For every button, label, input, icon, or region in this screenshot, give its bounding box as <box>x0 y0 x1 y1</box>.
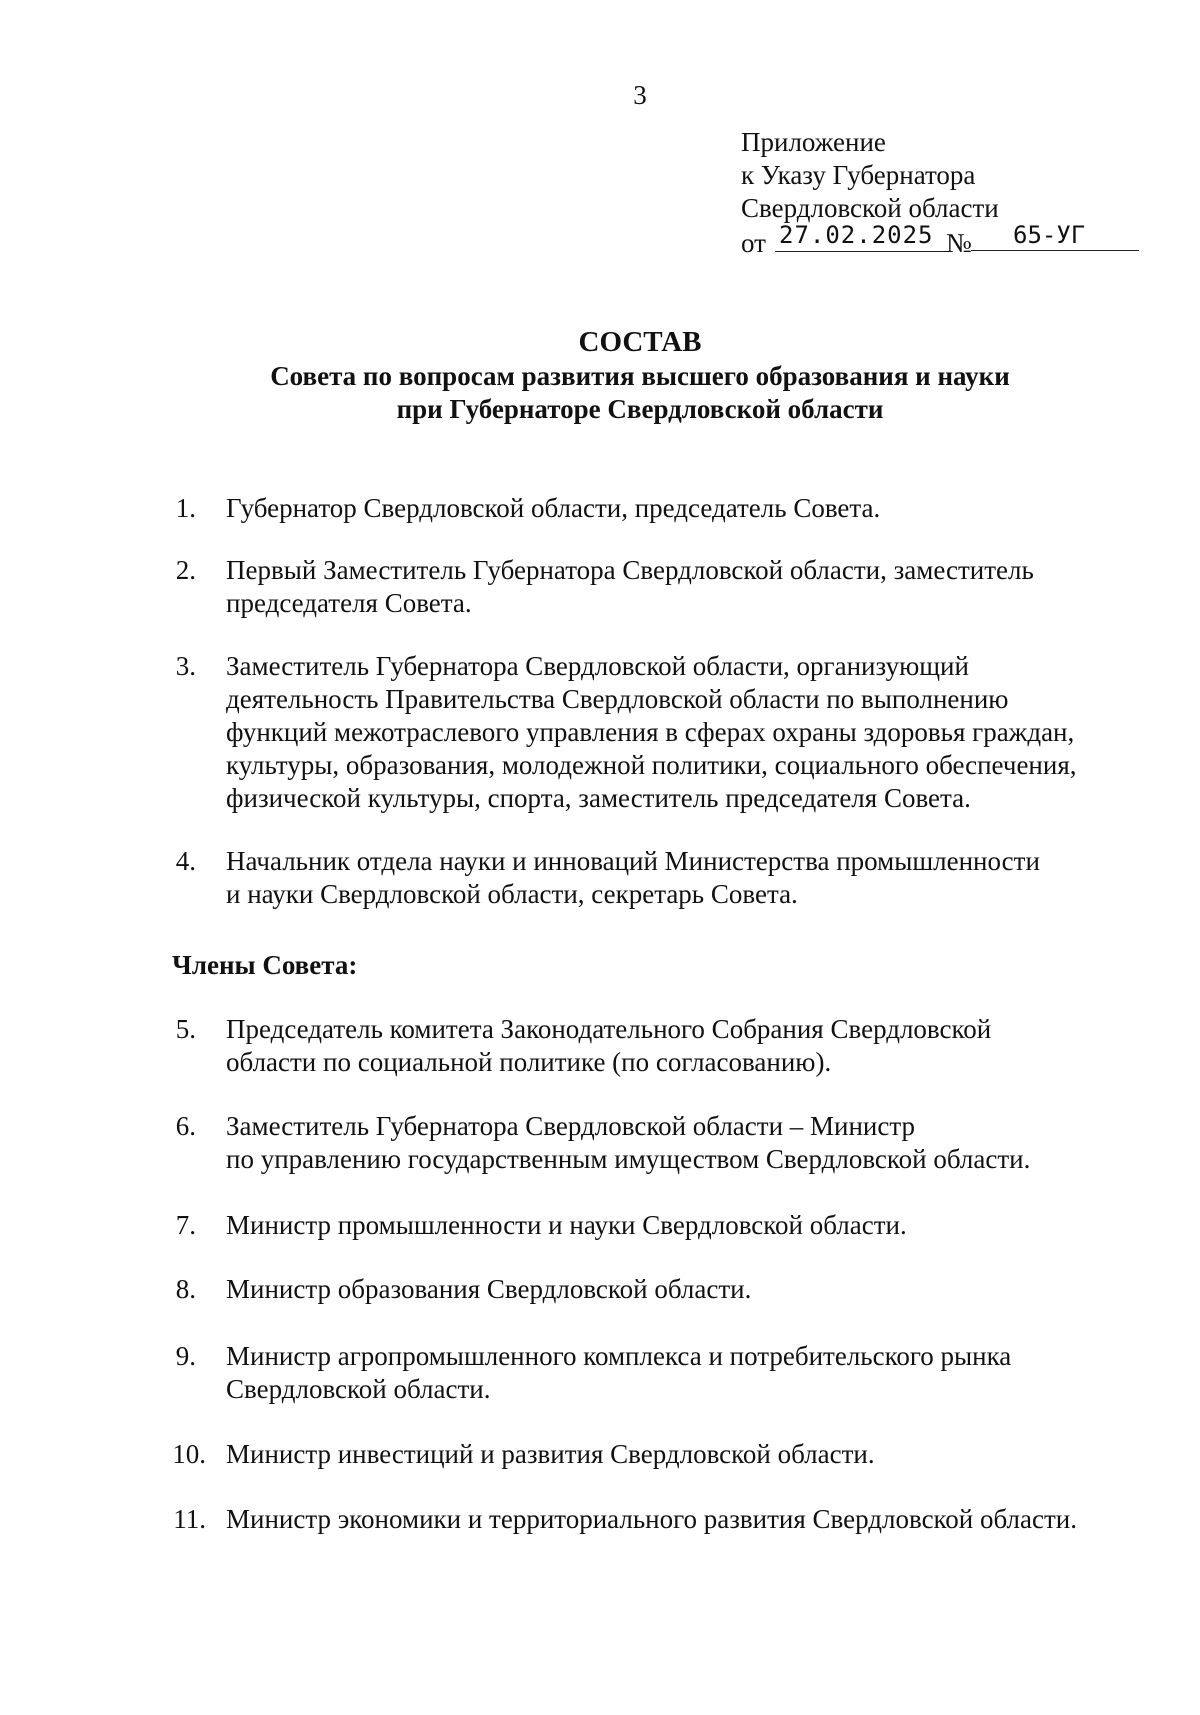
item-number: 10. <box>172 1439 206 1469</box>
item-text: Министр образования Свердловской области. <box>226 1274 752 1304</box>
item-number: 2. <box>175 555 196 585</box>
item-text: Начальник отдела науки и инноваций Министерства промышленности и науки Свердловской области, секретарь Совета. <box>226 846 1040 909</box>
item-text: Министр экономики и территориального развития Свердловской области. <box>226 1504 1078 1534</box>
item-text: Заместитель Губернатора Свердловской области – Министр по управлению государственным имуществом Свердловской области. <box>226 1111 1031 1174</box>
item-number: 6. <box>175 1111 196 1141</box>
item-number: 8. <box>175 1274 196 1304</box>
item-text: Заместитель Губернатора Свердловской области, организующий деятельность Правительства Свердловской области по выполнению функций межотраслевого управления в сферах охраны здоровья граждан, культуры, образования, молодежной политики, социального обеспечения, физической культуры, спорта, заместитель председателя Совета. <box>226 651 1077 813</box>
page-number: 3 <box>633 80 647 110</box>
item-number: 9. <box>175 1341 196 1371</box>
item-number: 5. <box>175 1014 196 1044</box>
decree-date-number-line <box>741 221 1086 259</box>
item-text: Председатель комитета Законодательного Собрания Свердловской области по социальной политике (по согласованию). <box>226 1014 992 1077</box>
decree-date: 27.02.2025 <box>775 219 949 252</box>
appendix-line-2: к Указу Губернатора <box>741 160 976 190</box>
date-prefix: от <box>741 228 766 258</box>
item-number: 11. <box>173 1504 206 1534</box>
item-text: Первый Заместитель Губернатора Свердловской области, заместитель председателя Совета. <box>226 555 1034 618</box>
item-text: Губернатор Свердловской области, председатель Совета. <box>226 493 881 523</box>
item-text: Министр промышленности и науки Свердловской области. <box>226 1210 907 1240</box>
appendix-line-1: Приложение <box>741 127 886 157</box>
item-number: 7. <box>175 1210 196 1240</box>
number-sign: № <box>946 228 972 258</box>
title-line-2: Совета по вопросам развития высшего образования и науки <box>270 361 1010 391</box>
document-title <box>0 326 1200 426</box>
appendix-line-3: Свердловской области <box>741 193 999 223</box>
decree-number: 65-УГ <box>971 219 1139 251</box>
item-number: 1. <box>175 493 196 523</box>
item-number: 4. <box>175 846 196 876</box>
item-text: Министр агропромышленного комплекса и потребительского рынка Свердловской области. <box>226 1341 1012 1404</box>
item-number: 3. <box>175 651 196 681</box>
title-line-3: при Губернаторе Свердловской области <box>396 394 884 424</box>
members-heading: Члены Совета: <box>172 950 358 980</box>
title-main: СОСТАВ <box>578 326 702 358</box>
item-text: Министр инвестиций и развития Свердловской области. <box>226 1439 875 1469</box>
appendix-block <box>741 126 1086 259</box>
